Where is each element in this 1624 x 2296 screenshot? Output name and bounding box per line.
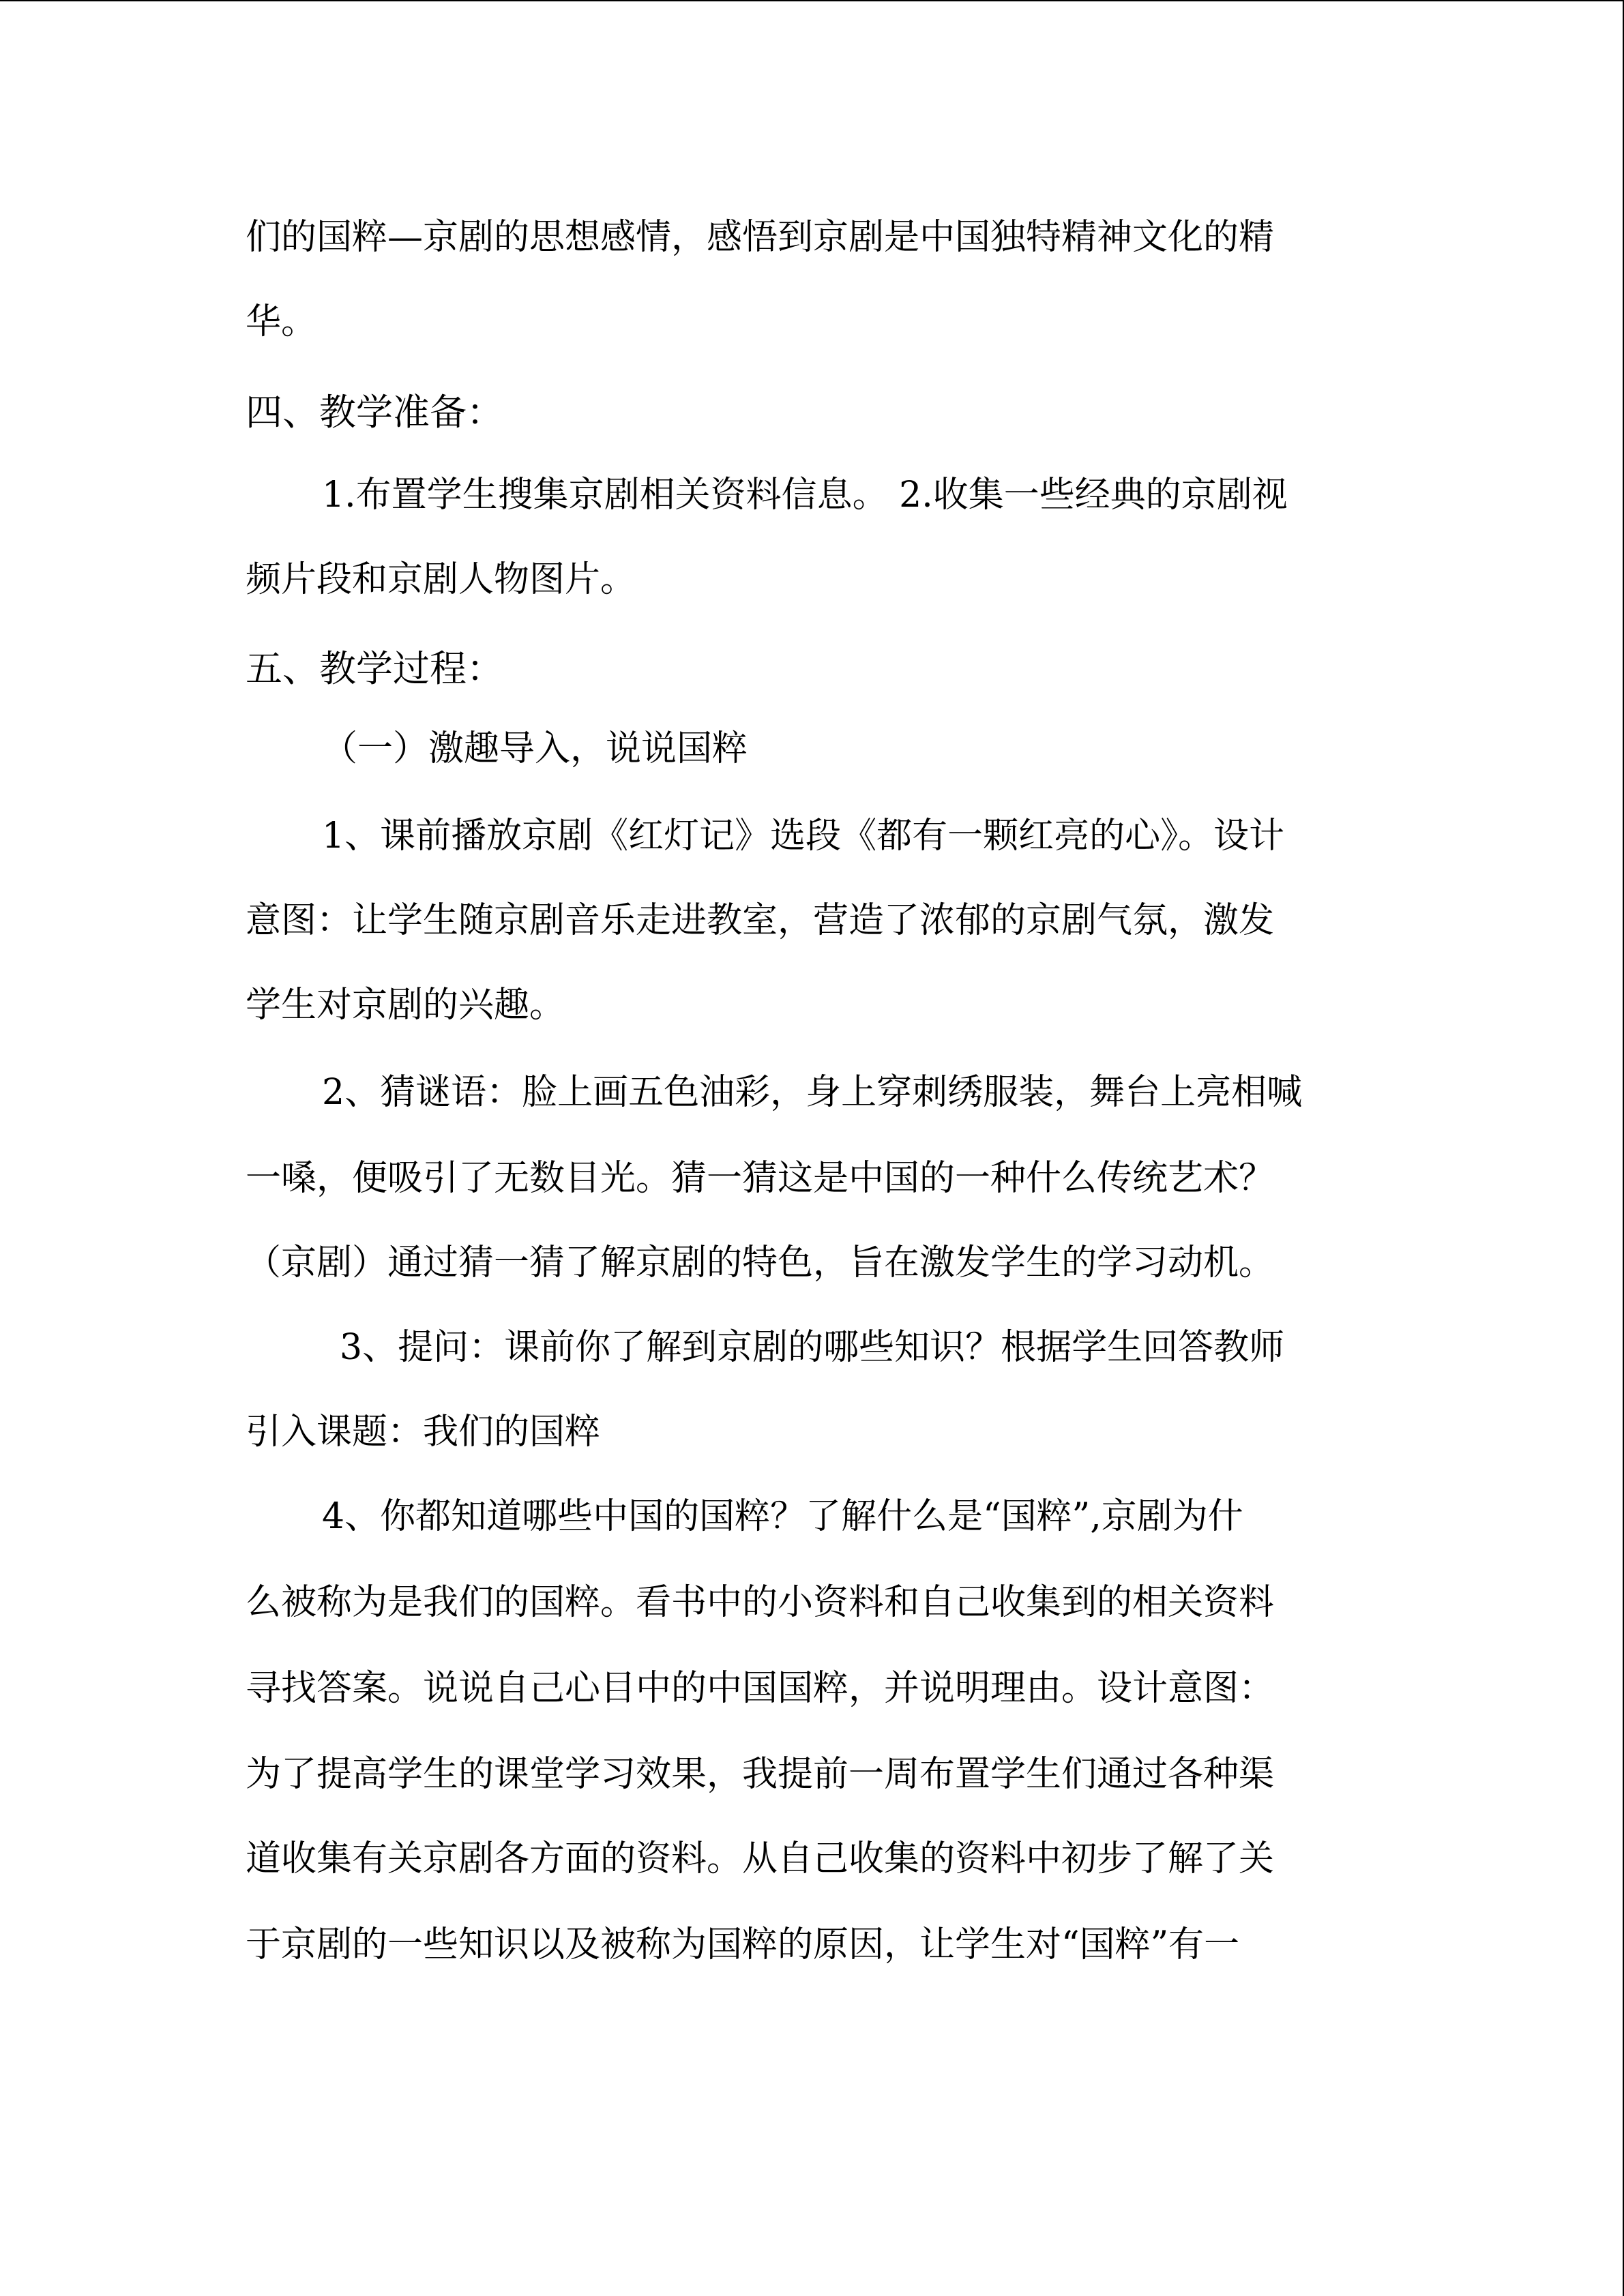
paragraph-line: （京剧）通过猜一猜了解京剧的特色，旨在激发学生的学习动机。 xyxy=(246,1242,1275,1283)
paragraph-line: 意图：让学生随京剧音乐走进教室，营造了浓郁的京剧气氛，激发 xyxy=(246,900,1275,941)
paragraph-line: 么被称为是我们的国粹。看书中的小资料和自己收集到的相关资料 xyxy=(246,1582,1275,1623)
paragraph-line: 引入课题：我们的国粹 xyxy=(246,1412,601,1452)
paragraph-line: 1、课前播放京剧《红灯记》选段《都有一颗红亮的心》。设计 xyxy=(322,816,1285,856)
section-heading-process: 五、教学过程： xyxy=(246,647,503,690)
paragraph-line: 一嗓，便吸引了无数目光。猜一猜这是中国的一种什么传统艺术？ xyxy=(246,1158,1275,1199)
paragraph-line: 3、提问：课前你了解到京剧的哪些知识？根据学生回答教师 xyxy=(340,1327,1285,1368)
paragraph-line: 华。 xyxy=(246,301,317,342)
paragraph-line: 1.布置学生搜集京剧相关资料信息。 2.收集一些经典的京剧视 xyxy=(322,475,1288,516)
paragraph-line: 为了提高学生的课堂学习效果，我提前一周布置学生们通过各种渠 xyxy=(246,1754,1275,1795)
paragraph-line: 于京剧的一些知识以及被称为国粹的原因，让学生对“国粹”有一 xyxy=(246,1924,1240,1965)
paragraph-line: 寻找答案。说说自己心目中的中国国粹，并说明理由。设计意图： xyxy=(246,1668,1275,1709)
paragraph-line: 们的国粹—京剧的思想感情，感悟到京剧是中国独特精神文化的精 xyxy=(246,217,1275,258)
subsection-heading: （一）激趣导入，说说国粹 xyxy=(322,728,748,769)
paragraph-line: 道收集有关京剧各方面的资料。从自己收集的资料中初步了解了关 xyxy=(246,1838,1275,1879)
paragraph-line: 频片段和京剧人物图片。 xyxy=(246,559,636,600)
paragraph-line: 学生对京剧的兴趣。 xyxy=(246,985,565,1026)
paragraph-line: 4、你都知道哪些中国的国粹？了解什么是“国粹”,京剧为什 xyxy=(322,1496,1243,1537)
paragraph-line: 2、猜谜语：脸上画五色油彩，身上穿刺绣服装，舞台上亮相喊 xyxy=(322,1072,1303,1113)
section-heading-preparation: 四、教学准备： xyxy=(246,391,503,434)
